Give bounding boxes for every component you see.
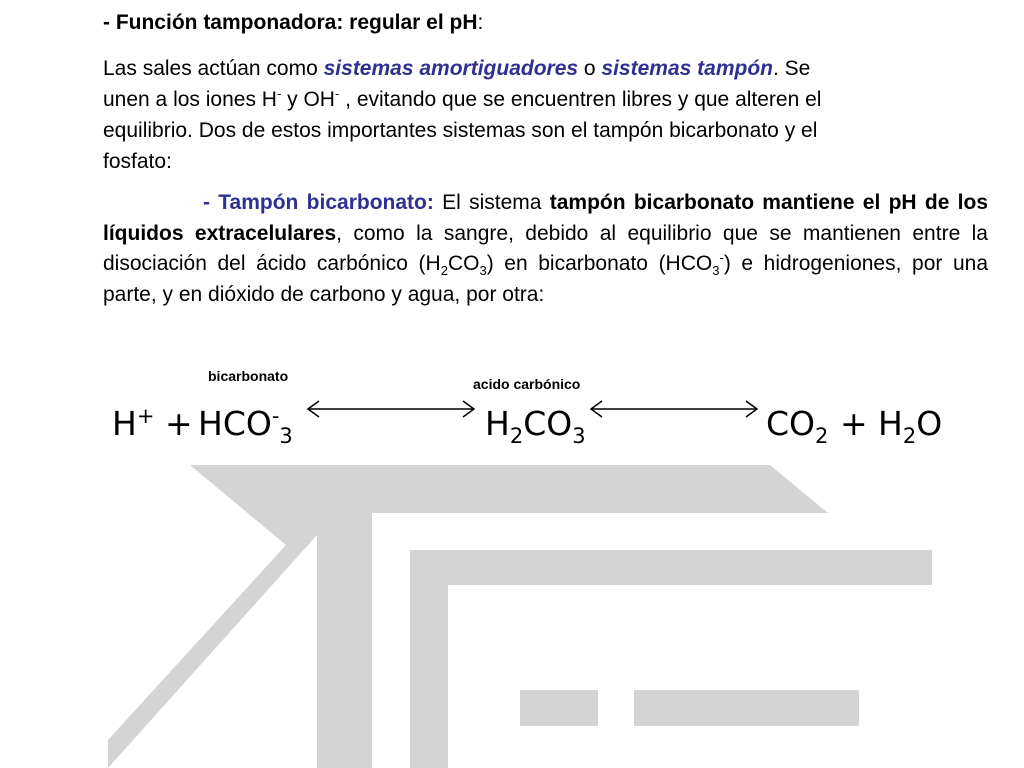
label-bicarbonato: bicarbonato (208, 368, 289, 384)
bold-run: tampón bicarbonato mantiene el pH de los líquidos extracelulares (103, 191, 989, 245)
term-hco3 (198, 401, 293, 447)
h2o-subscript: 2 (902, 424, 917, 448)
text-run: ) e hidrogeniones, por una parte, y en dióxido de carbono y agua, por otra: (103, 252, 989, 306)
double-arrow-2 (588, 398, 760, 420)
text-run: El sistema (433, 191, 550, 214)
plus-sign-2: + (840, 404, 868, 443)
superscript: - (334, 86, 340, 101)
subscript: 2 (440, 263, 448, 278)
text-run: , como la sangre, debido al equilibrio que se mantienen entre la disociación del ácido carbónico (H (103, 221, 988, 275)
text-run: ) en bicarbonato (HCO (486, 252, 713, 275)
double-arrow-1 (305, 398, 477, 420)
subheading-bicarbonate: - Tampón bicarbonato: (203, 191, 434, 214)
h2co3-subscript-2: 2 (509, 424, 524, 448)
h2co3-h: H (485, 404, 510, 443)
superscript: - (719, 250, 724, 265)
section-heading (103, 9, 483, 36)
subscript: 3 (479, 263, 487, 278)
superscript: - (276, 86, 282, 101)
text-run: Las sales actúan como (103, 57, 324, 80)
h2o-h: H (878, 404, 903, 443)
hco3-charge: - (271, 404, 280, 428)
h2co3-co: CO (523, 404, 573, 443)
text-run: unen a los iones H (103, 88, 277, 111)
paragraph-buffer-intro (103, 53, 988, 177)
term-co2 (766, 401, 828, 447)
hco3-symbol: HCO (198, 404, 272, 443)
h-plus-charge: + (136, 404, 155, 428)
text-run: , evitando que se encuentren libres y que alteren el (339, 88, 822, 111)
co2-symbol: CO (766, 404, 816, 443)
term-amortiguadores: sistemas amortiguadores (323, 57, 579, 80)
hco3-subscript: 3 (279, 424, 293, 448)
co2-subscript: 2 (815, 424, 829, 448)
term-h-plus (112, 401, 154, 447)
text-run: equilibrio. Dos de estos importantes sistemas son el tampón bicarbonato y el (103, 119, 818, 142)
text-run: CO (447, 252, 480, 275)
heading-title: - Función tamponadora: regular el pH (103, 11, 478, 34)
text-run: o (578, 57, 602, 80)
term-tampon: sistemas tampón (601, 57, 773, 80)
text-run: y OH (281, 88, 335, 111)
label-acido-carbonico: acido carbónico (473, 376, 581, 392)
h2o-o: O (916, 404, 943, 443)
text-run: fosfato: (103, 150, 172, 173)
subscript: 3 (712, 263, 720, 278)
term-h2co3 (485, 401, 586, 447)
term-h2o (878, 401, 942, 447)
h-plus-symbol: H (112, 404, 137, 443)
h2co3-subscript-3: 3 (572, 424, 586, 448)
text-run: . Se (772, 57, 811, 80)
heading-colon: : (477, 11, 484, 34)
paragraph-bicarbonate-buffer (103, 188, 988, 310)
plus-sign: + (165, 404, 193, 443)
